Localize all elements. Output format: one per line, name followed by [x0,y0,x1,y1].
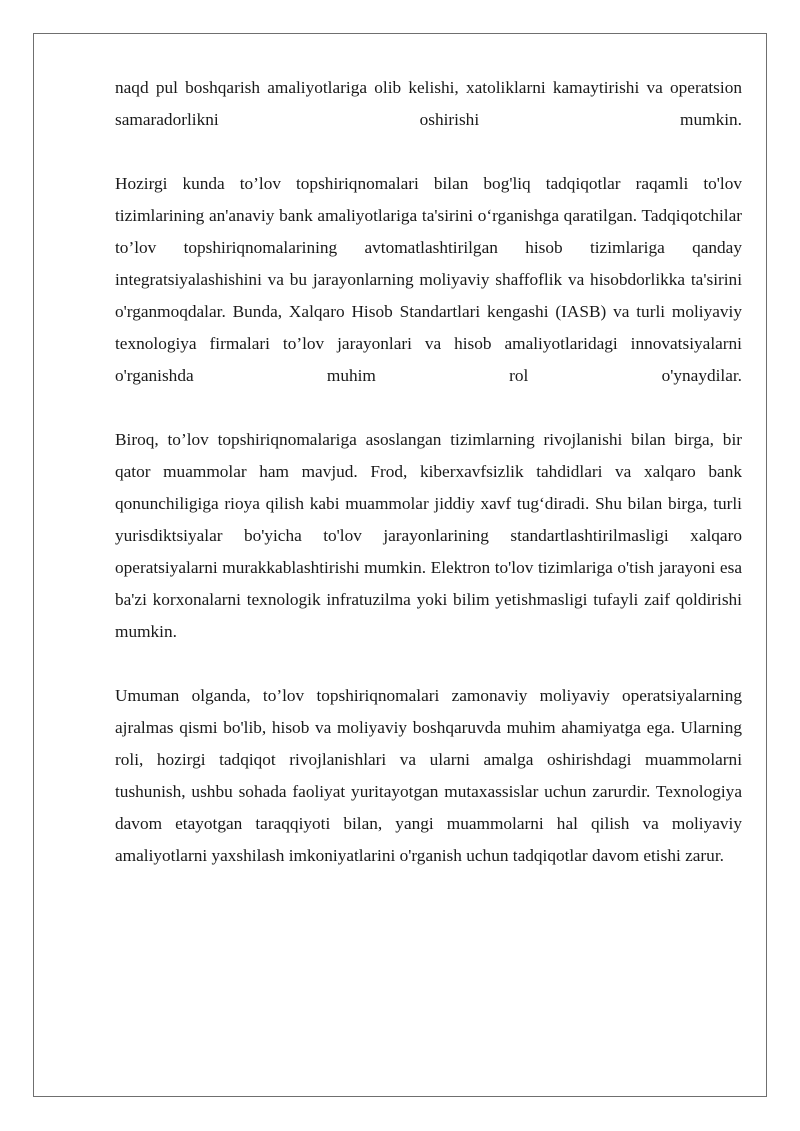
paragraph-3: Biroq, to’lov topshiriqnomalariga asoslangan tizimlarning rivojlanishi bilan birga, bir qator muammolar ham mavjud. Frod, kiberxavfsizlik tahdidlari va xalqaro bank qonunchiligiga rioya qilish kabi muammolar jiddiy xavf tug‘diradi. Shu bilan birga, turli yurisdiktsiyalar bo'yicha to'lov jarayonlarining standartlashtirilmasligi xalqaro operatsiyalarni murakkablashtirishi mumkin. Elektron to'lov tizimlariga o'tish jarayoni esa ba'zi korxonalarni texnologik infratuzilma yoki bilim yetishmasligi tufayli zaif qoldirishi mumkin. [115,430,742,641]
document-body [115,72,742,904]
paragraph-4: Umuman olganda, to’lov topshiriqnomalari zamonaviy moliyaviy operatsiyalarning ajralmas qismi bo'lib, hisob va moliyaviy boshqaruvda muhim ahamiyatga ega. Ularning roli, hozirgi tadqiqot rivojlanishlari va ularni amalga oshirishdagi muammolarni tushunish, ushbu sohada faoliyat yuritayotgan mutaxassislar uchun zarurdir. Texnologiya davom etayotgan taraqqiyoti bilan, yangi muammolarni hal qilish va moliyaviy amaliyotlarni yaxshilash imkoniyatlarini o'rganish uchun tadqiqotlar davom etishi zarur. [115,686,742,865]
paragraph-1: naqd pul boshqarish amaliyotlariga olib kelishi, xatoliklarni kamaytirishi va operatsion samaradorlikni oshirishi mumkin. [115,78,742,129]
paragraph-2: Hozirgi kunda to’lov topshiriqnomalari bilan bog'liq tadqiqotlar raqamli to'lov tizimlarining an'anaviy bank amaliyotlariga ta'sirini o‘rganishga qaratilgan. Tadqiqotchilar to’lov topshiriqnomalarining avtomatlashtirilgan hisob tizimlariga qanday integratsiyalashishini va bu jarayonlarning moliyaviy shaffoflik va hisobdorlikka ta'sirini o'rganmoqdalar. Bunda, Xalqaro Hisob Standartlari kengashi (IASB) va turli moliyaviy texnologiya firmalari to’lov jarayonlari va hisob amaliyotlaridagi innovatsiyalarni o'rganishda muhim rol o'ynaydilar. [115,174,742,385]
